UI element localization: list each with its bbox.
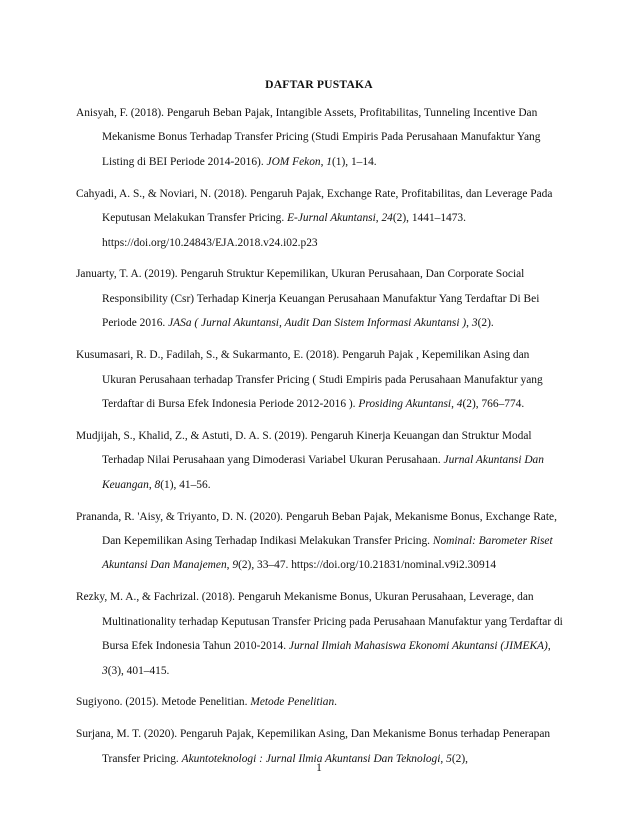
reference-separator: ,: [226, 559, 233, 572]
reference-volume: 4: [456, 397, 463, 410]
reference-text: Rezky, M. A., & Fachrizal. (2018). Pengaruh Mekanisme Bonus, Ukuran Perusahaan, Leverage, dan Multinationality terhadap Keputusan Transfer Pricing pada Perusahaan Manufaktur yang Terdaftar di Bursa Efek Indonesia Tahun 2010-2014.: [76, 591, 563, 653]
reference-volume: 3: [471, 317, 478, 330]
reference-volume: 1: [326, 155, 332, 168]
reference-journal: JASa ( Jurnal Akuntansi, Audit Dan Sistem Informasi Akuntansi ): [168, 317, 467, 330]
reference-journal: JOM Fekon: [266, 155, 321, 168]
reference-separator: ,: [451, 397, 457, 410]
reference-text: Sugiyono. (2015). Metode Penelitian.: [76, 696, 251, 709]
reference-issue-pages: (2), 1441–1473. https://doi.org/10.24843/EJA.2018.v24.i02.p23: [102, 212, 466, 249]
reference-text: Januarty, T. A. (2019). Pengaruh Struktur Kepemilikan, Ukuran Perusahaan, Dan Corporate Social Responsibility (Csr) Terhadap Kinerja Keuangan Perusahaan Manufaktur Yang Terdaftar Di Bei Periode 2016.: [76, 268, 540, 330]
reference-issue-pages: (1), 1–14.: [332, 155, 377, 168]
reference-separator: ,: [440, 752, 447, 765]
reference-entry: [76, 424, 566, 497]
reference-entry: [76, 101, 566, 174]
reference-journal: Akuntoteknologi : Jurnal Ilmia Akuntansi Dan Teknologi: [181, 752, 441, 765]
reference-text: Kusumasari, R. D., Fadilah, S., & Sukarmanto, E. (2018). Pengaruh Pajak , Kepemilikan Asing dan Ukuran Perusahaan terhadap Transfer Pricing ( Studi Empiris pada Perusahaan Manufaktur yang Terdaftar di Bursa Efek Indonesia Periode 2012-2016 ).: [76, 349, 543, 410]
reference-issue-pages: (2),: [451, 752, 468, 765]
reference-issue-pages: (2).: [477, 317, 494, 330]
reference-volume: 9: [232, 559, 239, 572]
reference-separator: ,: [148, 478, 155, 491]
reference-volume: 3: [102, 664, 108, 677]
reference-text: Mudjijah, S., Khalid, Z., & Astuti, D. A. S. (2019). Pengaruh Kinerja Keuangan dan Struktur Modal Terhadap Nilai Perusahaan yang Dimoderasi Variabel Ukuran Perusahaan.: [76, 429, 532, 467]
reference-separator: .: [334, 696, 338, 709]
reference-text: Anisyah, F. (2018). Pengaruh Beban Pajak, Intangible Assets, Profitabilitas, Tunneling Incentive Dan Mekanisme Bonus Terhadap Transfer Pricing (Studi Empiris Pada Perusahaan Manufaktur Yang Listing di BEI Periode 2014-2016).: [76, 107, 541, 168]
reference-issue-pages: (2), 33–47. https://doi.org/10.21831/nominal.v9i2.30914: [238, 559, 497, 572]
reference-volume: 8: [154, 478, 161, 491]
reference-journal: Nominal: Barometer Riset Akuntansi Dan Manajemen: [102, 535, 553, 572]
reference-entry: [76, 690, 566, 714]
reference-issue-pages: (1), 41–56.: [160, 478, 211, 491]
reference-list: [76, 101, 566, 779]
reference-entry: [76, 343, 566, 416]
reference-journal: E-Jurnal Akuntansi: [287, 212, 376, 225]
reference-volume: 24: [381, 212, 393, 225]
reference-entry: [76, 585, 566, 683]
reference-entry: [76, 505, 566, 578]
reference-journal: Metode Penelitian: [250, 696, 335, 709]
reference-volume: 5: [446, 752, 452, 765]
reference-separator: ,: [547, 640, 551, 653]
reference-text: Cahyadi, A. S., & Noviari, N. (2018). Pengaruh Pajak, Exchange Rate, Profitabilitas, dan Leverage Pada Keputusan Melakukan Transfer Pricing.: [76, 187, 553, 225]
page-title: DAFTAR PUSTAKA: [265, 78, 373, 91]
reference-journal: Jurnal Akuntansi Dan Keuangan: [102, 454, 544, 491]
reference-journal: Jurnal Ilmiah Mahasiswa Ekonomi Akuntansi (JIMEKA): [288, 640, 548, 653]
reference-issue-pages: (2), 766–774.: [462, 397, 525, 410]
page-number: 1: [316, 762, 322, 774]
reference-separator: ,: [466, 317, 472, 330]
reference-text: Surjana, M. T. (2020). Pengaruh Pajak, Kepemilikan Asing, Dan Mekanisme Bonus terhadap Penerapan Transfer Pricing.: [76, 728, 551, 765]
reference-entry: [76, 262, 566, 335]
reference-text: Prananda, R. 'Aisy, & Triyanto, D. N. (2020). Pengaruh Beban Pajak, Mekanisme Bonus, Exchange Rate, Dan Kepemilikan Asing Terhadap Indikasi Melakukan Transfer Pricing.: [76, 510, 557, 547]
reference-separator: ,: [375, 212, 382, 225]
reference-issue-pages: (3), 401–415.: [107, 664, 170, 677]
reference-separator: ,: [320, 155, 327, 168]
reference-journal: Prosiding Akuntansi: [358, 397, 452, 410]
reference-entry: [76, 182, 566, 255]
